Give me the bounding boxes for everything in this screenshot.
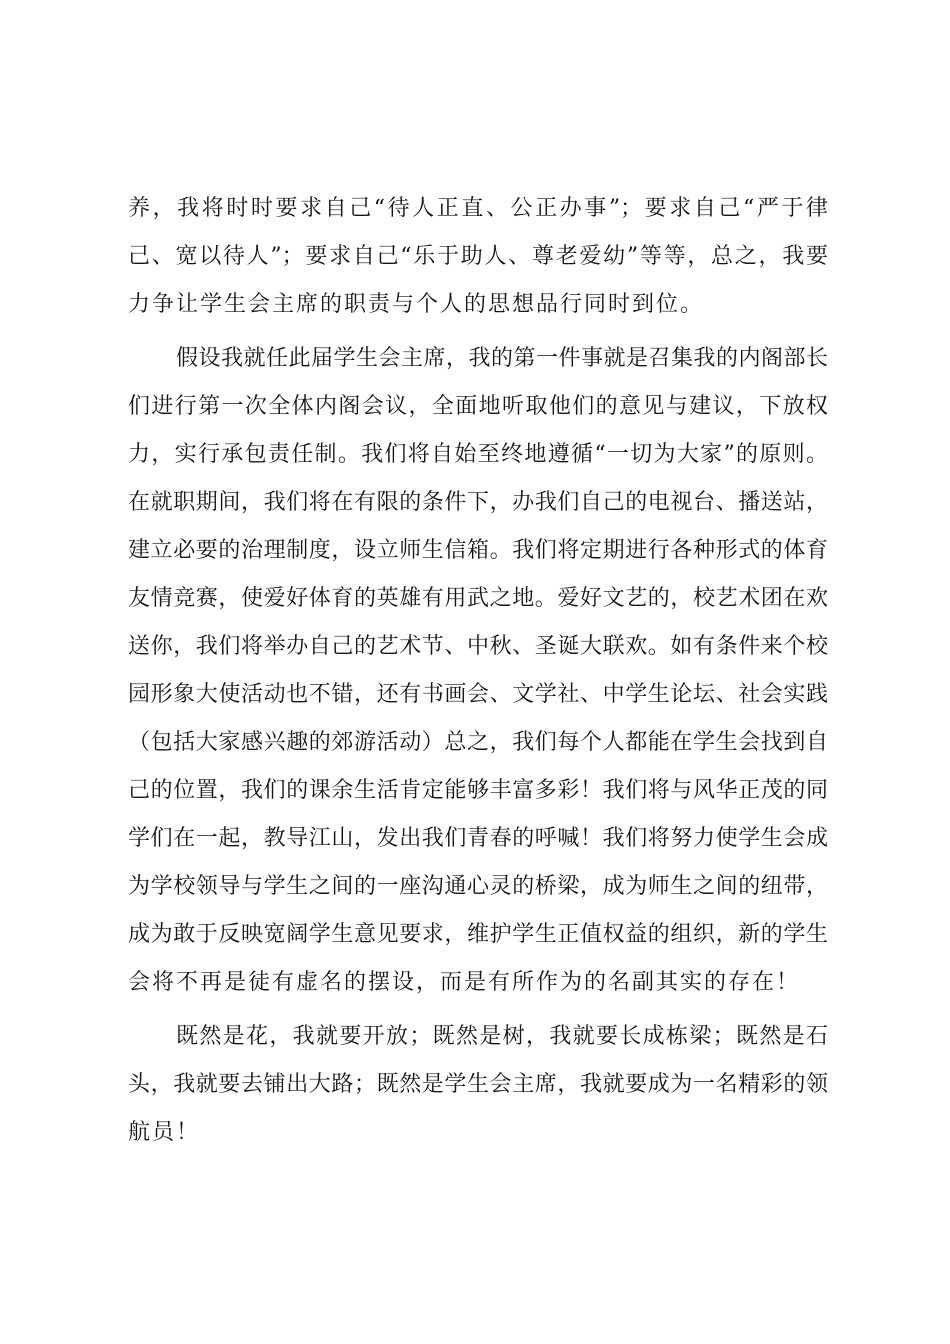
text-line: 既然是花，我就要开放；既然是树，我就要长成栋梁；既然是石 xyxy=(176,1024,828,1049)
text-line: 成为敢于反映宽阔学生意见要求，维护学生正值权益的组织，新的学生 xyxy=(128,922,828,947)
text-line: 为学校领导与学生之间的一座沟通心灵的桥梁，成为师生之间的纽带， xyxy=(128,874,828,899)
text-line: 园形象大使活动也不错，还有书画会、文学社、中学生论坛、社会实践 xyxy=(128,682,828,707)
text-line: （包括大家感兴趣的郊游活动）总之，我们每个人都能在学生会找到自 xyxy=(128,730,828,755)
text-line: 头，我就要去铺出大路；既然是学生会主席，我就要成为一名精彩的领 xyxy=(128,1072,828,1097)
text-line: 建立必要的治理制度，设立师生信箱。我们将定期进行各种形式的体育 xyxy=(128,538,828,563)
text-line: 航员！ xyxy=(128,1120,201,1145)
text-line: 们进行第一次全体内阁会议，全面地听取他们的意见与建议，下放权 xyxy=(128,394,828,419)
text-line: 送你，我们将举办自己的艺术节、中秋、圣诞大联欢。如有条件来个校 xyxy=(128,634,828,659)
text-line: 学们在一起，教导江山，发出我们青春的呼喊！我们将努力使学生会成 xyxy=(128,826,828,851)
text-line: 在就职期间，我们将在有限的条件下，办我们自己的电视台、播送站， xyxy=(128,490,828,515)
text-line: 力，实行承包责任制。我们将自始至终地遵循“一切为大家”的原则。 xyxy=(128,442,828,467)
text-line: 会将不再是徒有虚名的摆设，而是有所作为的名副其实的存在！ xyxy=(128,970,801,995)
text-line: 友情竞赛，使爱好体育的英雄有用武之地。爱好文艺的，校艺术团在欢 xyxy=(128,586,828,611)
text-line: 己、宽以待人”；要求自己“乐于助人、尊老爱幼”等等，总之，我要 xyxy=(128,244,828,269)
text-line: 力争让学生会主席的职责与个人的思想品行同时到位。 xyxy=(128,292,705,317)
text-line: 己的位置，我们的课余生活肯定能够丰富多彩！我们将与风华正茂的同 xyxy=(128,778,828,803)
text-line: 假设我就任此届学生会主席，我的第一件事就是召集我的内阁部长 xyxy=(176,346,828,371)
text-line: 养，我将时时要求自己“待人正直、公正办事”；要求自己“严于律 xyxy=(128,196,828,221)
